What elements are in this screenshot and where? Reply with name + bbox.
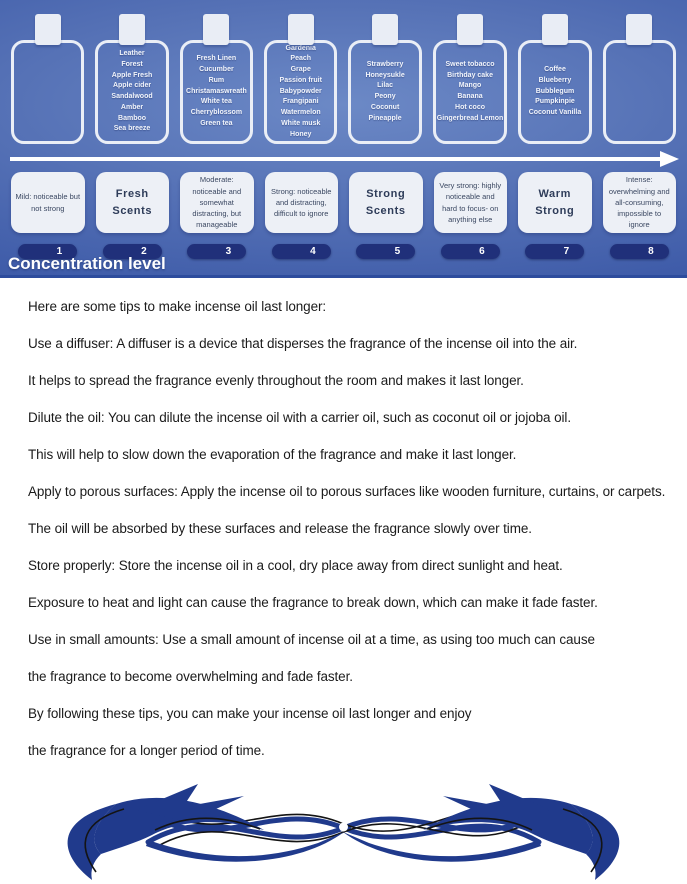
scent-name: Coffee [544,66,566,74]
scent-name: Coconut [370,103,400,111]
concentration-level-column [96,172,170,259]
scent-name: Amber [120,103,144,111]
scent-name: Grape [290,66,311,74]
bottle-cap [288,14,314,45]
scent-name: Mango [458,82,482,90]
concentration-level-column [265,172,339,259]
bottle-body [264,40,337,144]
concentration-level-column [11,172,85,259]
scent-bottle [264,14,337,144]
scent-bottles-row [0,0,687,144]
scent-name: Sandalwood [111,93,153,100]
level-number: 7 [563,246,570,257]
scent-bottle [11,14,84,144]
level-number: 3 [225,246,232,257]
scent-name: Gingerbread Lemon [436,114,504,122]
scent-name: Peony [374,93,396,100]
tip-line: Apply to porous surfaces: Apply the incense oil to porous surfaces like wooden furniture, curtains, or carpets. [28,484,666,499]
scent-name: Leather [119,50,145,57]
level-number-pill [187,244,246,259]
scent-name: Apple cider [112,82,152,90]
bottle-body [180,40,253,144]
scent-name: Peach [290,55,312,63]
bottle-cap [119,14,145,45]
level-number: 1 [56,246,63,257]
arrow-right-icon [0,149,687,169]
tip-line: Use in small amounts: Use a small amount of incense oil at a time, as using too much can cause [28,632,595,647]
scent-name: Pineapple [368,114,402,122]
tip-line: Use a diffuser: A diffuser is a device that disperses the fragrance of the incense oil into the air. [28,336,578,351]
scent-name: Green tea [200,119,233,127]
tip-line: the fragrance for a longer period of time. [28,743,265,758]
scent-name: Apple Fresh [111,71,153,79]
level-description-card: Mild: noticeable but not strong [11,172,85,233]
level-description-card: Intense: overwhelming and all-consuming, impossible to ignore [603,172,677,233]
scent-name: Cucumber [199,66,234,74]
scent-name: Honey [290,130,312,138]
level-description-card: Warm Strong [518,172,592,233]
level-number-pill [272,244,331,259]
scent-name: Forest [121,60,143,68]
scent-name: Rum [208,76,225,84]
bottle-body [11,40,84,144]
concentration-level-column [349,172,423,259]
scent-name: Birthday cake [447,71,493,79]
concentration-level-column [434,172,508,259]
scent-bottle [180,14,253,144]
bottle-cap [372,14,398,45]
scent-bottle [95,14,168,144]
scent-name: Lilac [377,82,394,90]
scent-name: Sea breeze [113,125,151,133]
scent-name: White musk [281,119,321,127]
scent-bottle [348,14,421,144]
concentration-level-column [518,172,592,259]
tip-line: This will help to slow down the evaporation of the fragrance and make it last longer. [28,447,517,462]
scent-name: Strawberry [366,60,404,68]
level-description-card: Moderate: noticeable and somewhat distracting, but manageable [180,172,254,233]
level-description-card: Strong Scents [349,172,423,233]
tip-line: Dilute the oil: You can dilute the incense oil with a carrier oil, such as coconut oil or jojoba oil. [28,410,571,425]
level-description-card: Very strong: highly noticeable and hard to focus- on anything else [434,172,508,233]
scent-bottle [518,14,591,144]
scent-name: Coconut Vanilla [528,109,582,117]
concentration-levels-row [0,169,687,259]
scent-name: Sweet tobacco [445,60,495,68]
scent-name: Frangipani [282,98,319,106]
level-number: 4 [310,246,316,257]
level-number-pill [356,244,415,259]
scent-name: Bubblegum [535,87,575,95]
tip-line: Store properly: Store the incense oil in a cool, dry place away from direct sunlight and heat. [28,558,563,573]
scent-name: Honeysukle [365,71,405,79]
bottle-cap [35,14,61,45]
scent-name: Gardenia [285,44,316,52]
level-description-card: Fresh Scents [96,172,170,233]
level-description-card: Strong: noticeable and distracting, difficult to ignore [265,172,339,233]
scent-bottle [433,14,508,144]
scent-name: Hot coco [455,103,485,111]
tip-line: Exposure to heat and light can cause the fragrance to break down, which can make it fade faster. [28,595,598,610]
level-number: 6 [479,246,485,257]
scent-name: Bamboo [118,114,147,122]
bottle-body [348,40,421,144]
tip-line: the fragrance to become overwhelming and fade faster. [28,669,353,684]
scent-name: White tea [200,98,232,106]
bottle-cap [542,14,568,45]
tip-line: It helps to spread the fragrance evenly throughout the room and makes it last longer. [28,373,524,388]
scent-infographic-header [0,0,687,278]
scent-name: Babypowder [279,87,322,95]
scent-name: Cherryblossom [190,109,243,117]
concentration-level-label: Concentration level [8,254,166,273]
scent-name: Fresh Linen [196,55,237,63]
bottle-body [95,40,168,144]
tips-text-block [0,278,687,759]
scent-name: Pumpkinpie [535,98,575,106]
scent-name: Blueberry [538,76,572,84]
bottle-body [518,40,591,144]
level-number-pill [610,244,669,259]
scent-bottle [603,14,676,144]
flourish-graphic [0,780,687,884]
scent-name: Banana [457,93,483,100]
level-number-pill [441,244,500,259]
level-number: 8 [648,246,654,257]
tip-line: By following these tips, you can make your incense oil last longer and enjoy [28,706,472,721]
level-number: 2 [141,246,147,257]
scent-name: Christamaswreath [186,87,247,95]
tip-line: The oil will be absorbed by these surfaces and release the fragrance slowly over time. [28,521,532,536]
bottle-cap [626,14,652,45]
bottle-body [433,40,508,144]
bottle-cap [203,14,229,45]
scent-name: Watermelon [280,109,321,117]
bottle-cap [457,14,483,45]
level-number-pill [525,244,584,259]
concentration-level-column [603,172,677,259]
concentration-level-column [180,172,254,259]
scent-name: Passion fruit [279,76,322,84]
bottle-body [603,40,676,144]
level-number: 5 [394,246,401,257]
tip-line: Here are some tips to make incense oil last longer: [28,299,327,314]
